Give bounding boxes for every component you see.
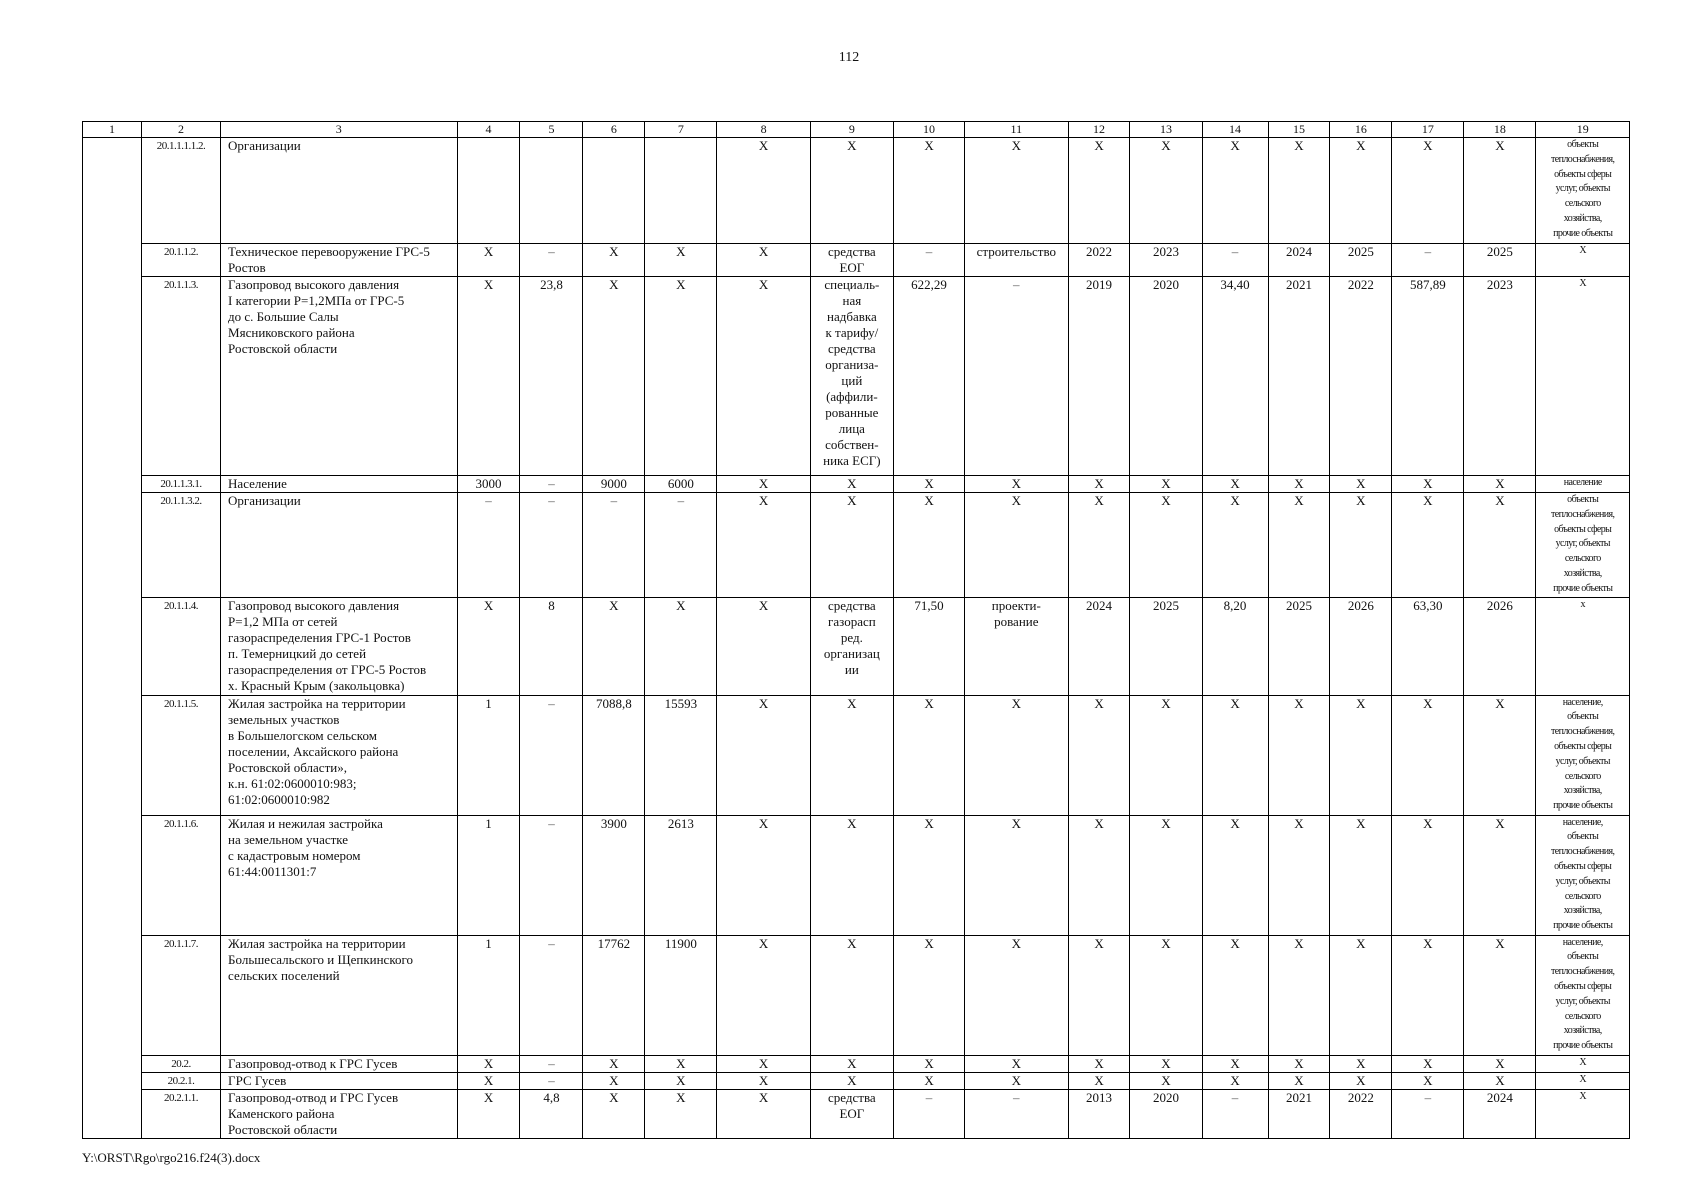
table-cell: 23,8 [520,277,583,476]
table-cell [583,138,645,244]
table-cell: X [1202,476,1268,493]
table-cell: население [1536,476,1630,493]
item-name-cell: Организации [221,138,458,244]
table-cell: 2022 [1068,244,1130,277]
table-cell: X [583,244,645,277]
table-cell: 71,50 [893,597,964,695]
table-cell: 2022 [1330,1089,1392,1138]
table-cell: X [1068,476,1130,493]
column-number-cell: 14 [1202,122,1268,138]
table-cell: население, объекты теплоснабжения, объекты сферы услуг, объекты сельского хозяйства, прочие объекты [1536,935,1630,1055]
table-cell: X [1268,935,1330,1055]
table-cell [83,1089,142,1138]
table-cell: 1 [457,695,520,815]
table-cell: X [1130,815,1202,935]
table-cell: X [1464,815,1536,935]
table-cell: 6000 [645,476,717,493]
table-cell: 2020 [1130,1089,1202,1138]
table-cell: X [1536,1089,1630,1138]
table-cell: население, объекты теплоснабжения, объекты сферы услуг, объекты сельского хозяйства, прочие объекты [1536,815,1630,935]
file-path-footer: Y:\ORST\Rgo\rgo216.f24(3).docx [82,1150,261,1165]
table-cell: X [1536,1072,1630,1089]
table-cell: 4,8 [520,1089,583,1138]
table-cell: 3900 [583,815,645,935]
table-cell: 2024 [1464,1089,1536,1138]
table-cell: 2025 [1268,597,1330,695]
table-cell: – [893,244,964,277]
table-cell: X [457,277,520,476]
table-cell: X [810,138,893,244]
table-cell: X [965,1055,1069,1072]
table-cell: 63,30 [1392,597,1464,695]
table-cell: 587,89 [1392,277,1464,476]
table-cell [520,138,583,244]
table-cell: – [457,493,520,598]
item-name-cell: Организации [221,493,458,598]
table-cell: X [1068,1072,1130,1089]
table-cell: 622,29 [893,277,964,476]
table-cell: 2025 [1130,597,1202,695]
table-cell: X [1130,138,1202,244]
table-cell: X [717,935,810,1055]
table-cell: x [1536,597,1630,695]
item-name-cell: Газопровод-отвод и ГРС Гусев Каменского района Ростовской области [221,1089,458,1138]
table-cell: X [965,695,1069,815]
item-code-cell: 20.1.1.1.1.2. [141,138,220,244]
column-number-cell: 15 [1268,122,1330,138]
table-cell: X [583,597,645,695]
table-row [83,1089,1630,1138]
table-cell: 2019 [1068,277,1130,476]
item-name-cell: Газопровод высокого давления I категории P=1,2МПа от ГРС-5 до с. Большие Салы Мясниковского района Ростовской области [221,277,458,476]
table-cell: 2025 [1464,244,1536,277]
table-cell: население, объекты теплоснабжения, объекты сферы услуг, объекты сельского хозяйства, прочие объекты [1536,695,1630,815]
table-cell: X [1202,493,1268,598]
table-cell: 2023 [1464,277,1536,476]
table-cell: X [810,935,893,1055]
table-cell: X [1202,815,1268,935]
table-cell: X [1130,1055,1202,1072]
table-cell: X [1392,1055,1464,1072]
table-cell: строительство [965,244,1069,277]
table-cell: 2025 [1330,244,1392,277]
table-cell: 11900 [645,935,717,1055]
table-row [83,493,1630,598]
item-code-cell: 20.2. [141,1055,220,1072]
item-name-cell: Жилая и нежилая застройка на земельном участке с кадастровым номером 61:44:0011301:7 [221,815,458,935]
item-code-cell: 20.1.1.6. [141,815,220,935]
table-cell: X [1536,277,1630,476]
table-cell: X [1330,1072,1392,1089]
table-cell [83,476,142,493]
table-row [83,244,1630,277]
column-number-cell: 8 [717,122,810,138]
table-cell: X [1392,493,1464,598]
table-cell: X [1464,1072,1536,1089]
table-cell: 2026 [1464,597,1536,695]
table-cell: X [1392,138,1464,244]
table-cell: X [645,244,717,277]
table-cell [83,138,142,244]
table-cell [83,597,142,695]
item-code-cell: 20.1.1.7. [141,935,220,1055]
table-cell: X [893,493,964,598]
table-cell: X [1330,476,1392,493]
table-cell: X [1130,935,1202,1055]
item-name-cell: Газопровод-отвод к ГРС Гусев [221,1055,458,1072]
column-number-cell: 2 [141,122,220,138]
table-cell: X [1268,476,1330,493]
table-cell: X [457,1072,520,1089]
column-number-cell: 6 [583,122,645,138]
table-cell: проекти- рование [965,597,1069,695]
table-cell: 3000 [457,476,520,493]
column-number-cell: 13 [1130,122,1202,138]
table-cell: X [1536,244,1630,277]
table-cell: X [457,1089,520,1138]
table-cell: X [457,597,520,695]
table-cell: – [520,695,583,815]
table-cell: X [1464,935,1536,1055]
table-cell: X [893,138,964,244]
table-cell: X [1464,476,1536,493]
item-name-cell: ГРС Гусев [221,1072,458,1089]
table-cell: X [645,1055,717,1072]
table-cell: 34,40 [1202,277,1268,476]
table-cell: X [1392,935,1464,1055]
table-cell: – [520,1055,583,1072]
table-cell [457,138,520,244]
table-cell: X [717,597,810,695]
table-cell: X [1068,935,1130,1055]
table-cell: X [1464,138,1536,244]
column-number-cell: 11 [965,122,1069,138]
table-cell: 2021 [1268,277,1330,476]
table-cell: – [520,493,583,598]
table-cell: средства газорасп ред. организац ии [810,597,893,695]
table-row [83,476,1630,493]
table-cell: – [520,244,583,277]
table-cell: – [1202,244,1268,277]
table-cell [83,493,142,598]
table-cell: X [717,815,810,935]
table-cell: X [583,1072,645,1089]
table-cell: X [1068,695,1130,815]
table-cell: X [1068,1055,1130,1072]
table-cell: X [1068,493,1130,598]
table-cell: X [965,138,1069,244]
table-cell: X [810,695,893,815]
table-cell: X [457,244,520,277]
item-name-cell: Техническое перевооружение ГРС-5 Ростов [221,244,458,277]
table-cell: X [1130,695,1202,815]
table-cell: 2021 [1268,1089,1330,1138]
table-cell: – [520,1072,583,1089]
table-cell: X [1392,1072,1464,1089]
table-cell: X [1068,815,1130,935]
table-cell: – [645,493,717,598]
table-cell: X [893,1055,964,1072]
table-cell: – [520,815,583,935]
table-row [83,597,1630,695]
table-cell: X [810,493,893,598]
table-cell: X [1130,1072,1202,1089]
column-number-cell: 7 [645,122,717,138]
item-code-cell: 20.1.1.3.1. [141,476,220,493]
table-cell: X [1268,695,1330,815]
table-cell: X [1536,1055,1630,1072]
table-cell: X [965,935,1069,1055]
table-cell [83,1055,142,1072]
table-row [83,815,1630,935]
table-cell: X [1330,695,1392,815]
table-cell: 2613 [645,815,717,935]
table-cell: X [1464,493,1536,598]
table-cell: X [893,815,964,935]
column-number-cell: 10 [893,122,964,138]
table-cell: 8 [520,597,583,695]
table-cell: X [717,277,810,476]
column-number-cell: 9 [810,122,893,138]
table-row [83,277,1630,476]
table-cell: X [1268,493,1330,598]
item-code-cell: 20.1.1.2. [141,244,220,277]
table-cell: X [965,1072,1069,1089]
table-cell: X [645,1072,717,1089]
column-number-cell: 4 [457,122,520,138]
table-cell: X [717,1072,810,1089]
table-cell: X [1464,1055,1536,1072]
table-cell: – [583,493,645,598]
table-cell: 2023 [1130,244,1202,277]
table-cell: X [1130,476,1202,493]
table-cell: – [1392,1089,1464,1138]
column-number-cell: 5 [520,122,583,138]
table-cell: 9000 [583,476,645,493]
table-cell: 1 [457,935,520,1055]
table-cell: X [1268,138,1330,244]
table-cell: X [1268,1072,1330,1089]
table-cell: X [1202,935,1268,1055]
table-cell: X [717,695,810,815]
item-code-cell: 20.1.1.5. [141,695,220,815]
table-cell [645,138,717,244]
table-cell: 8,20 [1202,597,1268,695]
table-cell: X [1202,138,1268,244]
table-row [83,138,1630,244]
table-cell: X [1068,138,1130,244]
table-cell: X [893,1072,964,1089]
table-cell [83,815,142,935]
table-cell: 15593 [645,695,717,815]
table-cell: X [717,476,810,493]
table-cell: X [1130,493,1202,598]
table-cell: X [717,1055,810,1072]
column-number-cell: 1 [83,122,142,138]
column-number-cell: 18 [1464,122,1536,138]
table-cell: X [965,476,1069,493]
table-cell: X [717,244,810,277]
item-name-cell: Население [221,476,458,493]
table-cell: X [1330,935,1392,1055]
table-cell: 7088,8 [583,695,645,815]
table-cell: X [1392,815,1464,935]
table-cell: средства ЕОГ [810,244,893,277]
table-cell: X [1330,493,1392,598]
table-cell: – [1202,1089,1268,1138]
table-cell: – [965,277,1069,476]
table-cell: 2013 [1068,1089,1130,1138]
table-cell: X [645,277,717,476]
table-cell: X [717,493,810,598]
table-cell: X [810,815,893,935]
table-cell: – [965,1089,1069,1138]
table-row [83,1072,1630,1089]
table-cell: 17762 [583,935,645,1055]
table-cell: X [1330,138,1392,244]
table-cell: 1 [457,815,520,935]
table-cell: X [1464,695,1536,815]
page-number: 112 [838,50,860,65]
table-row [83,935,1630,1055]
table-row [83,695,1630,815]
table-cell: X [645,1089,717,1138]
table-cell: X [717,138,810,244]
table-cell: 2026 [1330,597,1392,695]
table-cell: X [965,815,1069,935]
item-name-cell: Жилая застройка на территории земельных участков в Большелогском сельском поселении, Аксайского района Ростовской области», к.н. 61:02:0600010:983; 61:02:0600010:982 [221,695,458,815]
column-number-cell: 16 [1330,122,1392,138]
item-code-cell: 20.1.1.3. [141,277,220,476]
table-cell: X [965,493,1069,598]
table-cell: X [893,695,964,815]
table-row [83,1055,1630,1072]
table-cell: – [520,935,583,1055]
table-cell: X [717,1089,810,1138]
table-cell: X [893,476,964,493]
table-cell: X [1202,1055,1268,1072]
table-cell: X [1202,695,1268,815]
table-cell: специаль- ная надбавка к тарифу/ средства организа- ций (аффили- рованные лица собствен- ника ЕСГ) [810,277,893,476]
column-number-cell: 12 [1068,122,1130,138]
item-name-cell: Газопровод высокого давления P=1,2 МПа от сетей газораспределения ГРС-1 Ростов п. Темерницкий до сетей газораспределения от ГРС-5 Ростов х. Красный Крым (закольцовка) [221,597,458,695]
table-cell: X [583,1055,645,1072]
table-cell: X [583,1089,645,1138]
item-code-cell: 20.1.1.3.2. [141,493,220,598]
table-cell: 2024 [1068,597,1130,695]
table-cell: X [457,1055,520,1072]
table-cell: 2022 [1330,277,1392,476]
item-code-cell: 20.2.1. [141,1072,220,1089]
table-cell: X [1268,815,1330,935]
table-cell: X [810,1055,893,1072]
table-cell: объекты теплоснабжения, объекты сферы услуг, объекты сельского хозяйства, прочие объекты [1536,138,1630,244]
table-cell: – [1392,244,1464,277]
table-cell: X [893,935,964,1055]
table-cell: 2024 [1268,244,1330,277]
table-cell: средства ЕОГ [810,1089,893,1138]
investment-table [82,121,1630,1139]
table-cell: X [1392,476,1464,493]
table-cell [83,1072,142,1089]
table-cell: X [810,476,893,493]
item-code-cell: 20.2.1.1. [141,1089,220,1138]
table-cell: – [893,1089,964,1138]
column-number-row [83,122,1630,138]
table-cell: 2020 [1130,277,1202,476]
table-cell: X [1330,815,1392,935]
item-code-cell: 20.1.1.4. [141,597,220,695]
column-number-cell: 3 [221,122,458,138]
table-cell: объекты теплоснабжения, объекты сферы услуг, объекты сельского хозяйства, прочие объекты [1536,493,1630,598]
column-number-cell: 17 [1392,122,1464,138]
item-name-cell: Жилая застройка на территории Большесальского и Щепкинского сельских поселений [221,935,458,1055]
table-cell: X [645,597,717,695]
column-number-cell: 19 [1536,122,1630,138]
table-cell [83,244,142,277]
table-cell [83,695,142,815]
table-cell: X [1330,1055,1392,1072]
table-cell: X [810,1072,893,1089]
table-cell [83,277,142,476]
table-cell: X [1268,1055,1330,1072]
table-cell: X [1202,1072,1268,1089]
table-cell: – [520,476,583,493]
table-cell: X [1392,695,1464,815]
table-cell: X [583,277,645,476]
table-cell [83,935,142,1055]
